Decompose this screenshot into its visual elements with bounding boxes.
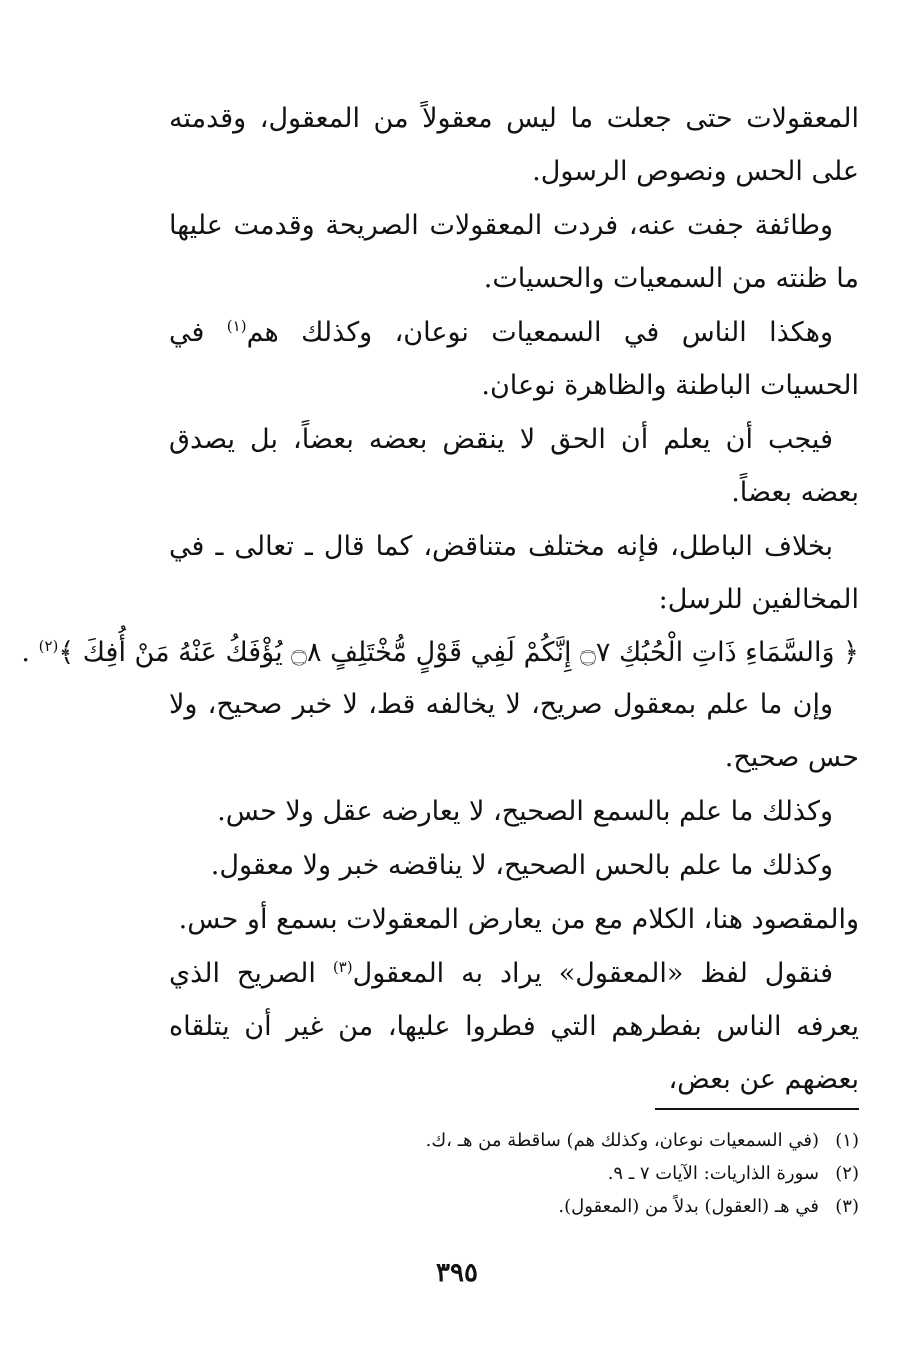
ornate-bracket-open: ﴿ [843,637,859,668]
footnote-number: (٣) [835,1196,859,1217]
ornate-bracket-close: ﴾ [58,637,75,668]
footnote-separator [655,1108,859,1110]
paragraph [169,306,859,412]
paragraph-text: الصريح الذي يعرفه الناس بفطرهم التي فطروا عليها، من غير أن يتلقاه بعضهم عن بعض، [169,958,859,1095]
paragraph: فيجب أن يعلم أن الحق لا ينقض بعضه بعضاً، بل يصدق بعضه بعضاً. [169,424,859,508]
footnote [159,1157,859,1190]
footnote [159,1124,859,1157]
paragraph-text: في الحسيات الباطنة والظاهرة نوعان. [169,317,859,401]
paragraph-text: فنقول لفظ «المعقول» يراد به المعقول [352,958,833,989]
paragraph: وطائفة جفت عنه، فردت المعقولات الصريحة وقدمت عليها ما ظنته من السمعيات والحسيات. [169,210,859,294]
footnote-text: (في السمعيات نوعان، وكذلك هم) ساقطة من هـ ،ك. [425,1130,819,1151]
main-text [21,92,859,1107]
paragraph-text: وهكذا الناس في السمعيات نوعان، وكذلك هم [246,317,833,348]
verse-tail: . [21,637,39,668]
footnotes [159,1124,859,1223]
paragraph: والمقصود هنا، الكلام مع من يعارض المعقولات بسمع أو حس. [178,904,859,935]
paragraph: المعقولات حتى جعلت ما ليس معقولاً من المعقول، وقدمته على الحس ونصوص الرسول. [169,103,859,187]
paragraph: بخلاف الباطل، فإنه مختلف متناقض، كما قال ـ تعالى ـ في المخالفين للرسل: [169,531,859,615]
page-number: ٣٩٥ [436,1258,478,1288]
footnote [159,1190,859,1223]
quran-verse [21,628,859,678]
footnote-text: سورة الذاريات: الآيات ٧ ـ ٩. [607,1163,819,1184]
footnote-number: (١) [835,1130,859,1151]
footnote-ref[interactable]: (٣) [332,958,353,976]
footnote-ref[interactable]: (٢) [38,637,59,655]
footnote-ref[interactable]: (١) [226,317,247,335]
paragraph: وإن ما علم بمعقول صريح، لا يخالفه قط، لا خبر صحيح، ولا حس صحيح. [169,689,859,773]
verse-text: وَالسَّمَاءِ ذَاتِ الْحُبُكِ ۝٧ إِنَّكُمْ لَفِي قَوْلٍ مُّخْتَلِفٍ ۝٨ يُؤْفَكُ عَنْهُ مَنْ أُفِكَ [82,637,835,668]
paragraph: وكذلك ما علم بالحس الصحيح، لا يناقضه خبر ولا معقول. [210,850,833,881]
footnote-text: في هـ (العقول) بدلاً من (المعقول). [558,1196,819,1217]
paragraph [169,947,859,1106]
paragraph: وكذلك ما علم بالسمع الصحيح، لا يعارضه عقل ولا حس. [217,796,833,827]
footnote-number: (٢) [835,1163,859,1184]
